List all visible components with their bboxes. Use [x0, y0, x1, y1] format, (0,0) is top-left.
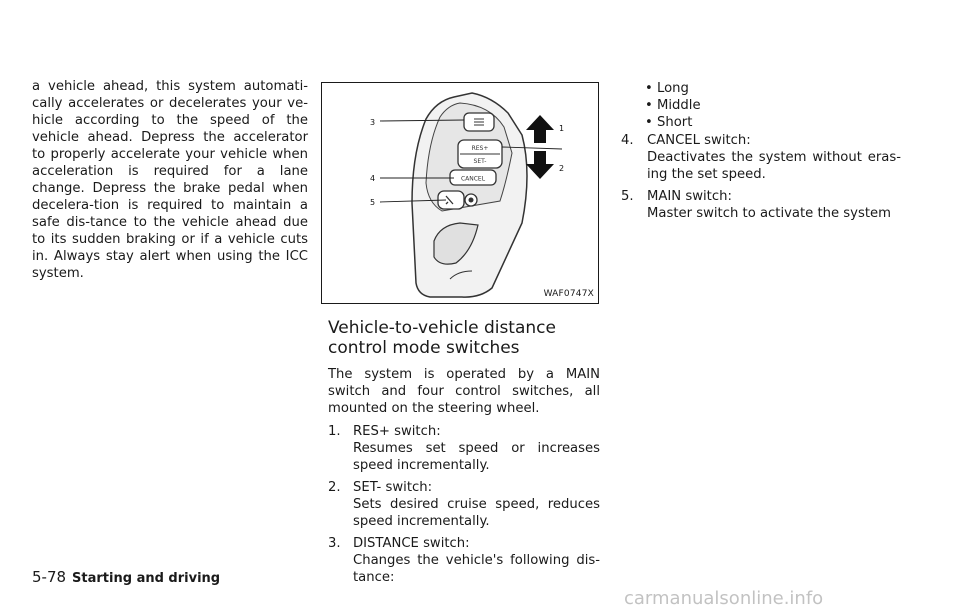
- item-label: DISTANCE switch:: [353, 536, 470, 551]
- bullet-item: [621, 97, 901, 114]
- item-description: Resumes set speed or increases speed incrementally.: [353, 441, 600, 473]
- list-item: [621, 188, 901, 222]
- watermark: carmanualsonline.info: [624, 588, 824, 609]
- bullet-icon: •: [645, 98, 653, 113]
- res-label: RES+: [471, 145, 489, 152]
- body-paragraph: a vehicle ahead, this system automati-cally accelerates or decelerates your ve-hicle according to the speed of the vehicle ahead. Depress the accelerator to properly accelerate your vehicle when acceleration is required for a lane change. Depress the brake pedal when decelera-tion is required to maintain a safe dis-tance to the vehicle ahead due to its sudden braking or if a vehicle cuts in. Always stay alert when using the ICC system.: [32, 79, 308, 281]
- distance-options-list: [621, 80, 901, 131]
- cancel-label: CANCEL: [460, 175, 486, 183]
- item-number: 1.: [328, 424, 341, 439]
- list-item: [621, 132, 901, 183]
- callout-5: 5: [370, 198, 376, 207]
- bullet-text: Short: [657, 115, 693, 130]
- section-title: Vehicle-to-vehicle distance control mode switches: [328, 318, 556, 358]
- steering-switch-illustration: [322, 83, 600, 305]
- bullet-text: Long: [657, 81, 689, 96]
- set-label: SET-: [473, 158, 487, 165]
- figure-code: WAF0747X: [543, 289, 594, 299]
- callout-3: 3: [370, 118, 376, 127]
- item-number: 3.: [328, 536, 341, 551]
- item-description: Master switch to activate the system: [647, 206, 891, 221]
- page-number: 5-78: [32, 568, 67, 586]
- right-column: [621, 80, 901, 227]
- callout-2: 2: [559, 164, 565, 173]
- section-intro: The system is operated by a MAIN switch and four control switches, all mounted on the steering wheel.: [328, 367, 600, 416]
- item-description: Changes the vehicle's following dis-tance:: [353, 553, 600, 585]
- bullet-item: [621, 114, 901, 131]
- up-arrow-icon: [526, 115, 554, 143]
- item-label: RES+ switch:: [353, 424, 441, 439]
- bullet-item: [621, 80, 901, 97]
- bullet-icon: •: [645, 115, 653, 130]
- callout-1: 1: [559, 124, 565, 133]
- chapter-title: Starting and driving: [72, 571, 221, 586]
- item-description: Sets desired cruise speed, reduces speed incrementally.: [353, 497, 600, 529]
- item-number: 5.: [621, 189, 634, 204]
- middle-column: [328, 318, 600, 591]
- list-item: [328, 535, 600, 586]
- item-label: SET- switch:: [353, 480, 433, 495]
- list-item: [328, 479, 600, 530]
- page-footer: [32, 568, 220, 586]
- list-item: [328, 423, 600, 474]
- switch-figure: [321, 82, 599, 304]
- item-number: 4.: [621, 133, 634, 148]
- bullet-icon: •: [645, 81, 653, 96]
- item-number: 2.: [328, 480, 341, 495]
- bullet-text: Middle: [657, 98, 701, 113]
- callout-4: 4: [370, 174, 376, 183]
- down-arrow-icon: [526, 151, 554, 179]
- item-label: CANCEL switch:: [647, 133, 751, 148]
- left-column: [32, 78, 308, 282]
- item-label: MAIN switch:: [647, 189, 732, 204]
- item-description: Deactivates the system without eras-ing the set speed.: [647, 150, 901, 182]
